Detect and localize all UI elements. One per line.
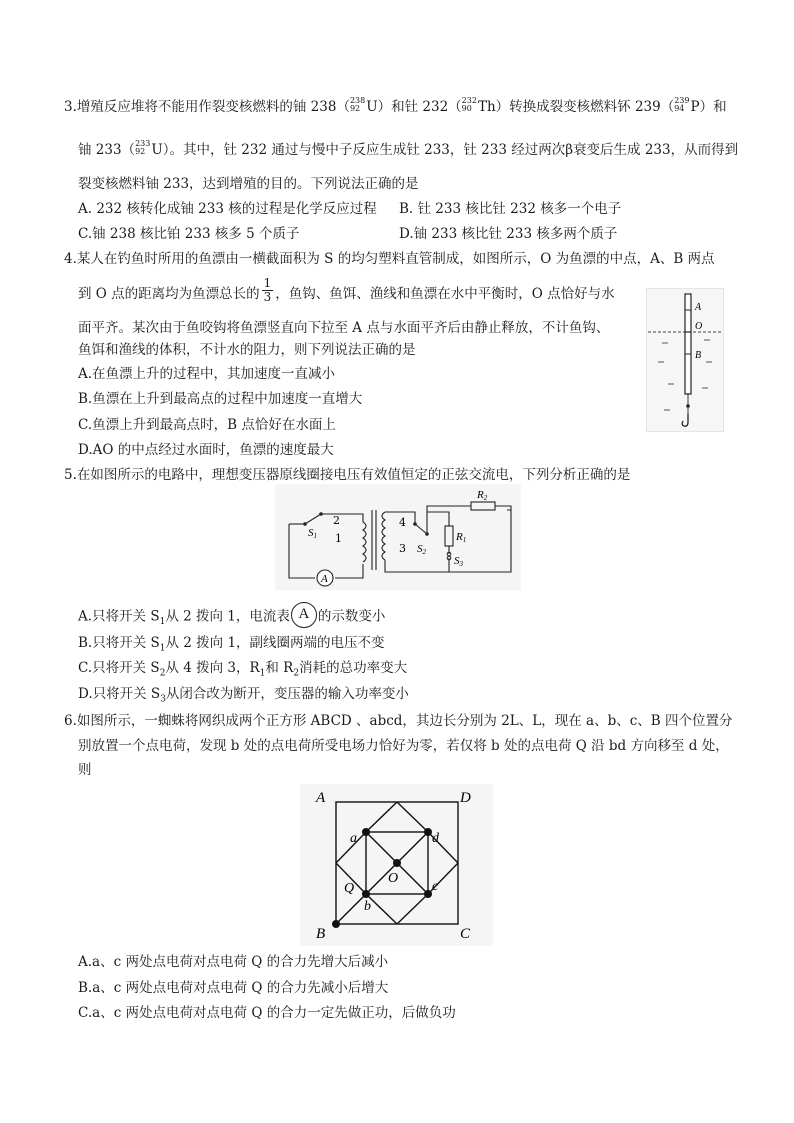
charge-d-dot [424,828,432,836]
q3-option-a: A. 232 核转化成铀 233 核的过程是化学反应过程 [78,201,377,217]
q4-option-d: D.AO 的中点经过水面时，鱼漂的速度最大 [78,442,334,458]
vertex-label-c-upper: C [460,926,471,942]
q6-line3: 则 [78,762,92,778]
q6-line1: 6.如图所示，一蜘蛛将网织成两个正方形 ABCD 、abcd，其边长分别为 2L、L，现在 a、b、c、B 四个位置分 [64,713,733,729]
vertex-label-d-upper: D [460,790,471,806]
q4-option-b: B.鱼漂在上升到最高点的过程中加速度一直增大 [78,391,363,407]
spider-web-squares-figure [300,784,493,946]
vertex-label-a: a [350,831,357,846]
vertex-label-b: b [364,899,371,914]
charge-big-b-dot [332,920,340,928]
center-label-o: O [388,871,399,886]
circuit-label-1: 1 [335,532,342,545]
q6-option-b: B.a、c 两处点电荷对点电荷 Q 的合力先减小后增大 [78,980,389,996]
pu239-isotope: 239 94 [674,95,690,113]
circuit-label-r2: R2 [477,489,488,502]
q5-line1: 5.在如图所示的电路中，理想变压器原线圈接电压有效值恒定的正弦交流电，下列分析正确的是 [64,467,631,483]
circuit-label-2: 2 [333,514,340,527]
q5-option-c: C.只将开关 $S_2$从 4 拨向 3，$R_1$和 $R_2$消耗的总功率变大 [78,660,408,679]
float-tube [685,294,691,394]
q6-option-c: C.a、c 两处点电荷对点电荷 Q 的合力一定先做正功，后做负功 [78,1005,456,1021]
vertex-label-a-upper: A [316,790,326,806]
center-o-dot [393,859,401,867]
circuit-label-4: 4 [399,516,406,529]
q6-option-a: A.a、c 两处点电荷对点电荷 Q 的合力先增大后减小 [78,954,389,970]
q5-option-a: A.只将开关 $S_1$从 2 拨向 1，电流表 A 的示数变小 [78,606,385,632]
q6-line2: 别放置一个点电荷，发现 b 处的点电荷所受电场力恰好为零，若仅将 b 处的点电荷 Q 沿 bd 方向移至 d 处， [78,738,729,754]
charge-b-dot [362,890,370,898]
vertex-label-d: d [432,831,439,846]
q5-option-b: B.只将开关 $S_1$从 2 拨向 1，副线圈两端的电压不变 [78,635,385,654]
circuit-label-r1: R1 [456,531,467,544]
q4-option-c: C.鱼漂上升到最高点时，B 点恰好在水面上 [78,417,336,433]
u238-isotope: 238 92 [349,95,366,113]
q4-line2: 到 O 点的距离均为鱼漂总长的 $\frac{1}{3}$ ，鱼钩、鱼饵、渔线和鱼漂在水中平衡时，O 点恰好与水 [78,276,615,304]
q4-line3: 面平齐。某次由于鱼咬钩将鱼漂竖直向下拉至 A 点与水面平齐后由静止释放，不计鱼钩、 [78,320,610,336]
th232-isotope: 232 90 [461,95,477,113]
circuit-label-s3: S3 [454,555,463,568]
circuit-label-3: 3 [399,542,406,555]
q5-option-d: D.只将开关 $S_3$从闭合改为断开，变压器的输入功率变小 [78,686,409,705]
q3-option-d: D.铀 233 核比钍 233 核多两个质子 [399,226,618,242]
ammeter-symbol: A [291,602,317,628]
float-label-a: A [695,302,702,313]
charge-c-dot [424,890,432,898]
transformer-circuit-figure [275,484,521,590]
charge-a-dot [362,828,370,836]
fraction-one-third: $\frac{1}{3}$ [263,276,272,304]
u233-isotope: 233 92 [135,138,151,156]
circuit-label-s1: S1 [308,527,317,540]
q4-line4: 鱼饵和渔线的体积，不计水的阻力，则下列说法正确的是 [78,342,416,358]
fishing-float-figure [646,288,724,432]
circuit-ammeter-label: A [321,573,328,585]
q3-option-b: B. 钍 233 核比钍 232 核多一个电子 [399,201,622,217]
float-label-b: B [695,350,702,361]
vertex-label-b-upper: B [316,926,326,942]
q3-line2: 铀 233（ 233 92 U）。其中，钍 232 通过与慢中子反应生成钍 233，钍 233 经过两次β衰变后生成 233，从而得到 [78,138,739,158]
vertex-label-c: c [432,879,439,894]
q3-option-c: C.铀 238 核比铂 233 核多 5 个质子 [78,226,300,242]
float-label-o: O [695,321,703,332]
q4-line1: 4.某人在钓鱼时所用的鱼漂由一横截面积为 S 的均匀塑料直管制成，如图所示，O 为鱼漂的中点，A、B 两点 [64,251,715,267]
q4-option-a: A.在鱼漂上升的过程中，其加速度一直减小 [78,366,336,382]
q3-line1: 3.增殖反应堆将不能用作裂变核燃料的铀 238（ 238 92 U）和钍 232（ 232 90 Th）转换成裂变核燃料钚 239（ 239 94 P）和 [64,95,727,115]
circuit-label-s2: S2 [417,543,426,556]
q3-line3: 裂变核燃料铀 233，达到增殖的目的。下列说法正确的是 [78,176,419,192]
charge-label-q: Q [344,881,355,896]
